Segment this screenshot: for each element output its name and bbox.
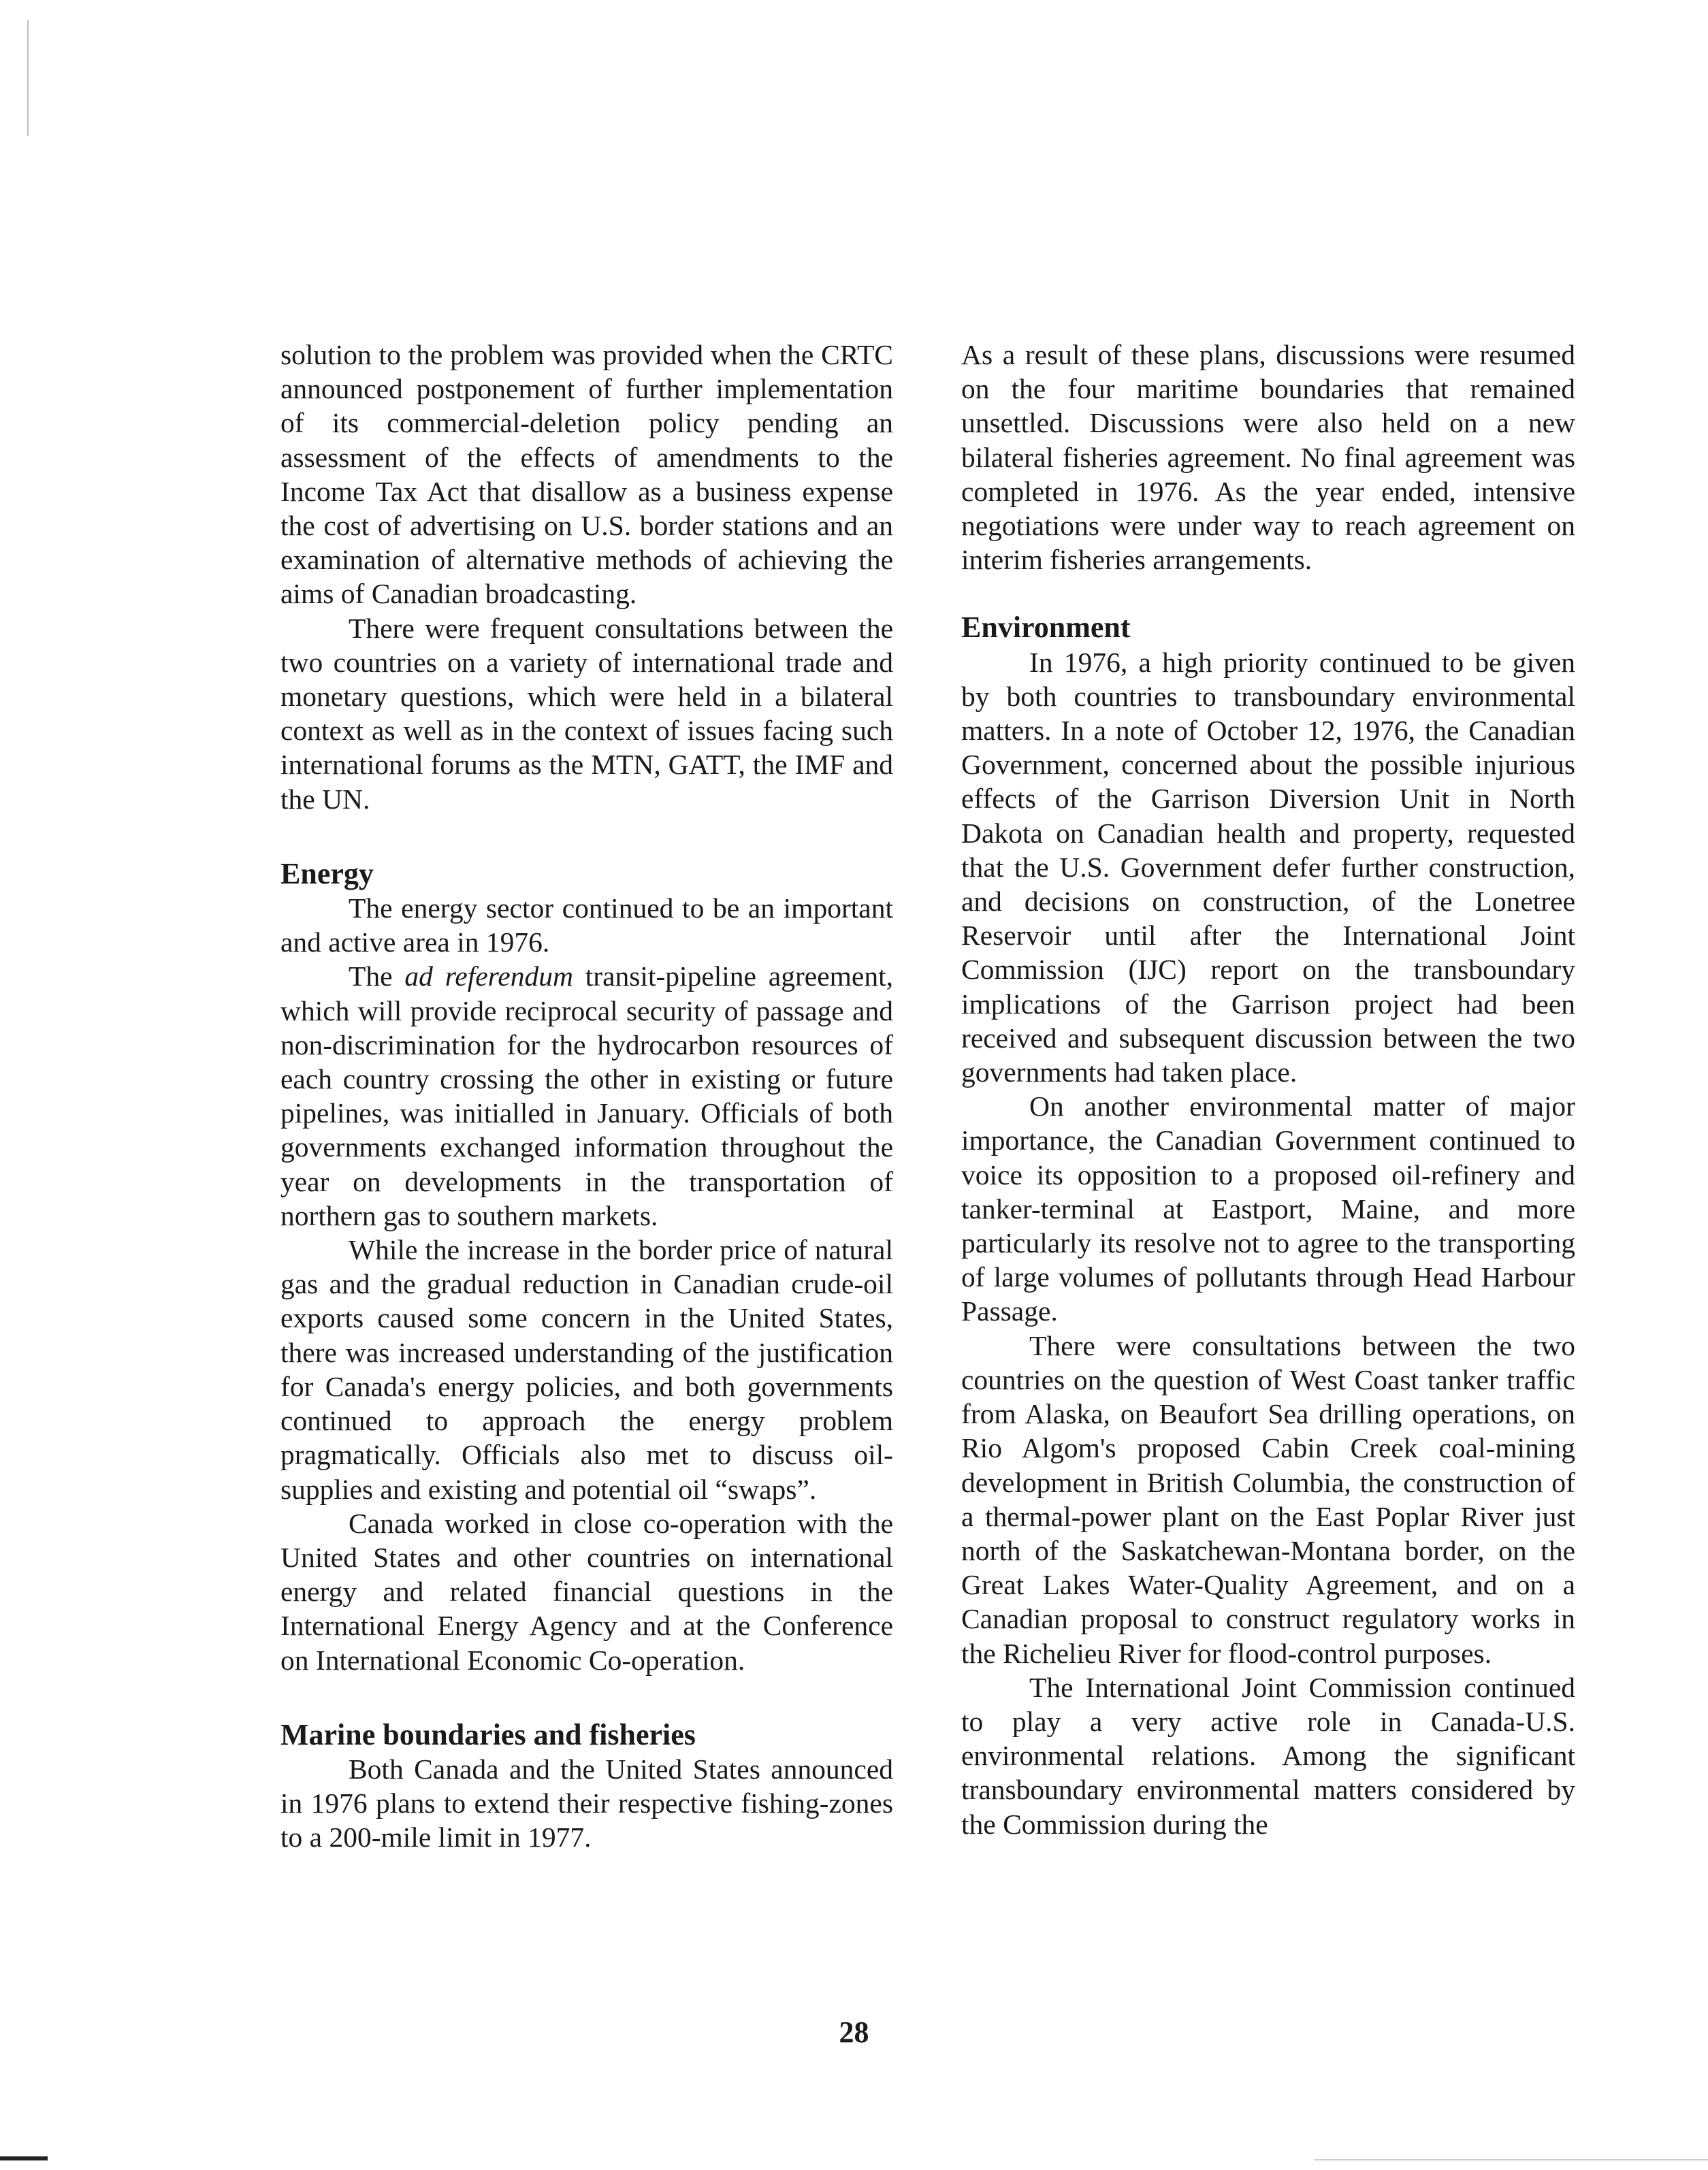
paragraph-lead: The — [349, 960, 405, 992]
paragraph: Both Canada and the United States announced in 1976 plans to extend their respective fishing-zones to a 200-mile limit in 1977. — [280, 1753, 893, 1853]
section-heading-environment: Environment — [961, 611, 1131, 645]
scan-bottom-line — [0, 2156, 48, 2160]
paragraph: solution to the problem was provided when the CRTC announced postponement of further implementation of its commercial-deletion policy pending an assessment of the effects of amendments to the Income Tax Act that disallow as a business expense the cost of advertising on U.S. border stations and an examination of alternative methods of achieving the aims of Canadian broadcasting. — [280, 339, 893, 610]
paragraph: There were consultations between the two countries on the question of West Coast tanker traffic from Alaska, on Beaufort Sea drilling operations, on Rio Algom's proposed Cabin Creek coal-mining development in British Columbia, the construction of a thermal-power plant on the East Poplar River just north of the Saskatchewan-Montana border, on the Great Lakes Water-Quality Agreement, and on a Canadian proposal to construct regulatory works in the Richelieu River for flood-control purposes. — [961, 1329, 1575, 1669]
paragraph: While the increase in the border price of natural gas and the gradual reduction in Canadian crude-oil exports caused some concern in the United States, there was increased understanding of the justification for Canada's energy policies, and both governments continued to approach the energy problem pragmatically. Officials also met to discuss oil-supplies and existing and potential oil “swaps”. — [280, 1234, 893, 1505]
section-heading-marine: Marine boundaries and fisheries — [280, 1717, 696, 1751]
paragraph: Canada worked in close co-operation with the United States and other countries on international energy and related financial questions in the International Energy Agency and at the Conference on International Economic Co-operation. — [280, 1507, 893, 1676]
page-number: 28 — [839, 2015, 869, 2049]
section-heading-energy: Energy — [280, 856, 374, 890]
paragraph-rest: transit-pipeline agreement, which will provide reciprocal security of passage and non-discrimination for the hydrocarbon resources of each country crossing the other in existing or future pipelines, was initialled in January. Officials of both governments exchanged information throughout the year on developments in the transportation of northern gas to southern markets. — [280, 960, 893, 1231]
left-column — [280, 338, 893, 1855]
right-column — [961, 338, 1575, 1841]
paragraph: On another environmental matter of major importance, the Canadian Government continued to voice its opposition to a proposed oil-refinery and tanker-terminal at Eastport, Maine, and more particularly its resolve not to agree to the transporting of large volumes of pollutants through Head Harbour Passage. — [961, 1090, 1575, 1327]
italic-term: ad referendum — [404, 960, 573, 992]
scan-margin-mark — [27, 20, 29, 136]
paragraph: The energy sector continued to be an important and active area in 1976. — [280, 892, 893, 958]
paragraph: As a result of these plans, discussions were resumed on the four maritime boundaries that remained unsettled. Discussions were also held on a new bilateral fisheries agreement. No final agreement was completed in 1976. As the year ended, intensive negotiations were under way to reach agreement on interim fisheries arrangements. — [961, 339, 1575, 576]
paragraph — [280, 959, 893, 1233]
section-gap — [280, 816, 893, 857]
paragraph: In 1976, a high priority continued to be given by both countries to transboundary environmental matters. In a note of October 12, 1976, the Canadian Government, concerned about the possible injurious effects of the Garrison Diversion Unit in North Dakota on Canadian health and property, requested that the U.S. Government defer further construction, and decisions on construction, of the Lonetree Reservoir until after the International Joint Commission (IJC) report on the transboundary implications of the Garrison project had been received and subsequent discussion between the two governments had taken place. — [961, 646, 1575, 1088]
paragraph: There were frequent consultations between the two countries on a variety of international trade and monetary questions, which were held in a bilateral context as well as in the context of issues facing such international forums as the MTN, GATT, the IMF and the UN. — [280, 612, 893, 815]
scan-bottom-line-right — [1314, 2159, 1708, 2160]
paragraph: The International Joint Commission continued to play a very active role in Canada-U.S. environmental relations. Among the significant transboundary environmental matters considered by the Commission during the — [961, 1671, 1575, 1840]
section-gap — [280, 1677, 893, 1718]
section-gap — [961, 577, 1575, 611]
